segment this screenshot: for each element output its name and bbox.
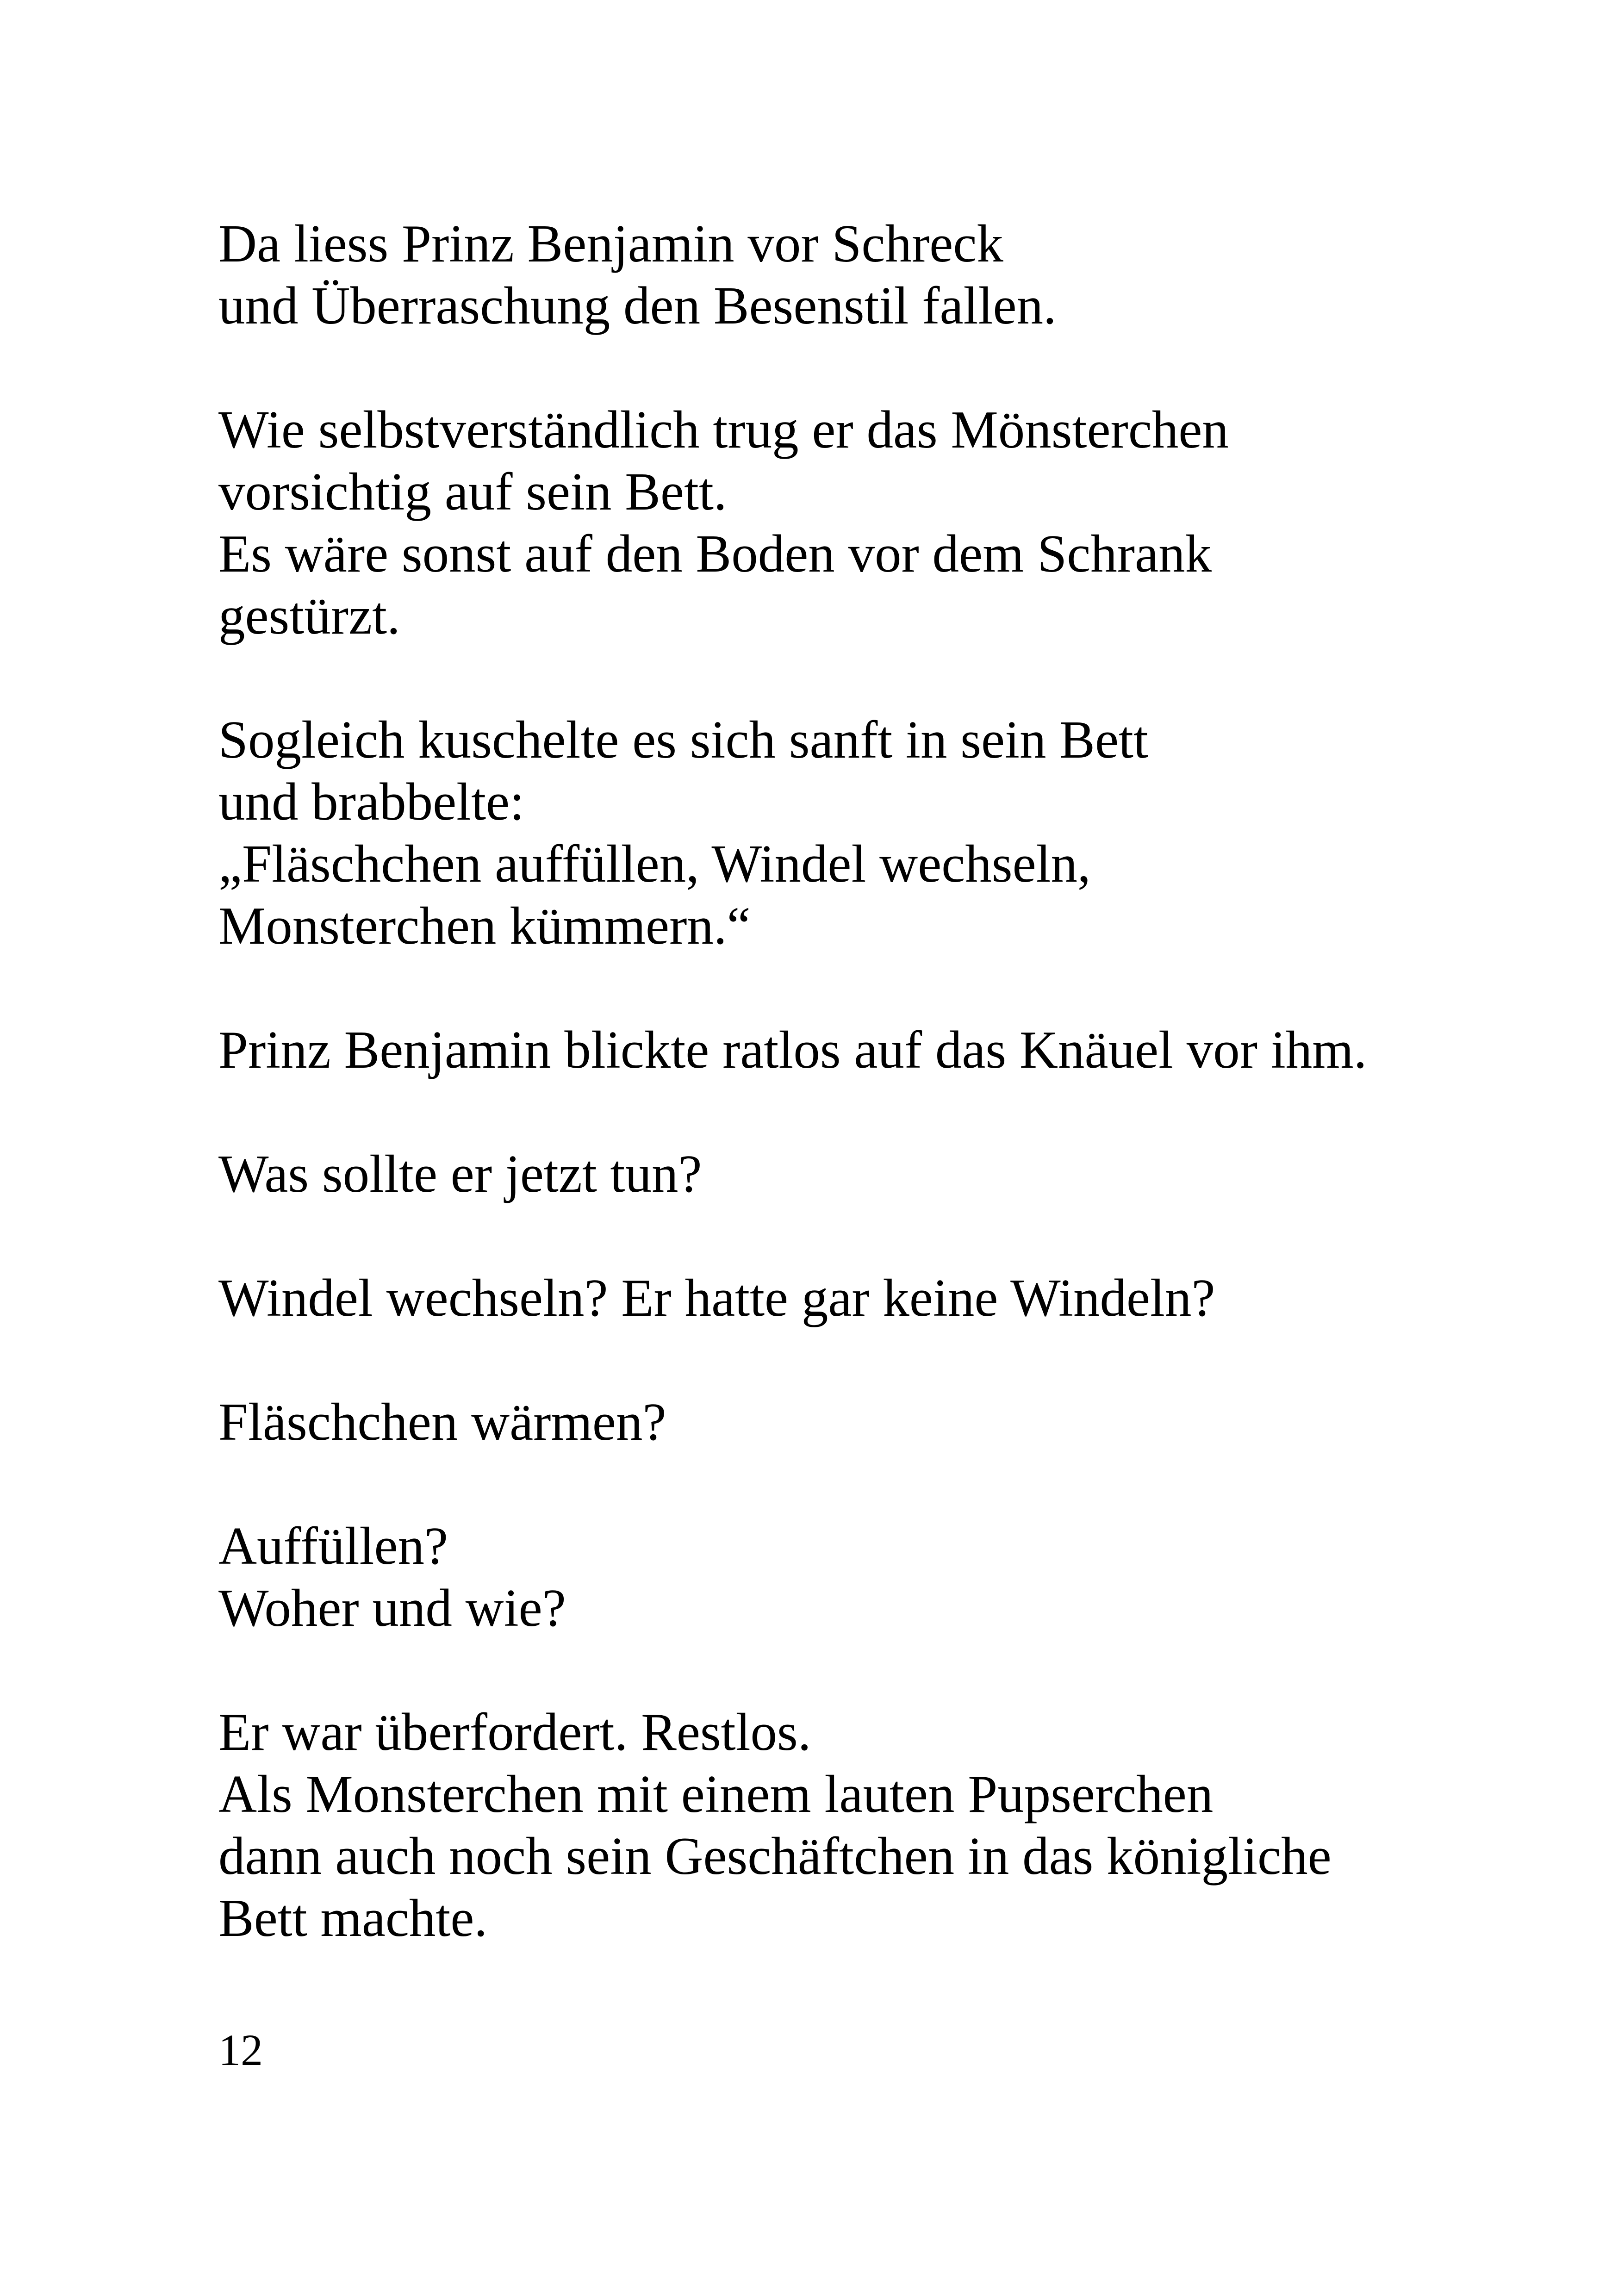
paragraph-5 bbox=[218, 1143, 1561, 1205]
body-text bbox=[218, 213, 1561, 1949]
text-line: Sogleich kuschelte es sich sanft in sein Bett bbox=[218, 710, 1148, 769]
text-line: Es wäre sonst auf den Boden vor dem Schrank bbox=[218, 524, 1212, 583]
text-line: und brabbelte: bbox=[218, 772, 525, 831]
paragraph-9 bbox=[218, 1701, 1561, 1949]
text-line: Monsterchen kümmern.“ bbox=[218, 896, 751, 955]
text-line: Als Monsterchen mit einem lauten Pupserchen bbox=[218, 1765, 1214, 1823]
text-line: „Fläschchen auffüllen, Windel wechseln, bbox=[218, 834, 1091, 893]
text-line: Wie selbstverständlich trug er das Mönsterchen bbox=[218, 400, 1229, 459]
text-line: dann auch noch sein Geschäftchen in das königliche bbox=[218, 1827, 1332, 1885]
text-line: Auffüllen? bbox=[218, 1517, 448, 1575]
paragraph-4 bbox=[218, 1019, 1561, 1081]
text-line: Prinz Benjamin blickte ratlos auf das Knäuel vor ihm. bbox=[218, 1020, 1367, 1079]
paragraph-1 bbox=[218, 213, 1561, 337]
paragraph-7 bbox=[218, 1391, 1561, 1453]
paragraph-3 bbox=[218, 709, 1561, 957]
paragraph-6 bbox=[218, 1267, 1561, 1329]
text-line: Er war überfordert. Restlos. bbox=[218, 1703, 811, 1761]
page-number: 12 bbox=[218, 2025, 263, 2075]
text-line: Bett machte. bbox=[218, 1889, 488, 1948]
text-line: Da liess Prinz Benjamin vor Schreck bbox=[218, 214, 1003, 273]
text-line: Was sollte er jetzt tun? bbox=[218, 1145, 702, 1203]
text-line: gestürzt. bbox=[218, 586, 400, 645]
text-line: und Überraschung den Besenstil fallen. bbox=[218, 276, 1057, 335]
text-line: Windel wechseln? Er hatte gar keine Windeln? bbox=[218, 1269, 1215, 1327]
paragraph-2 bbox=[218, 399, 1561, 647]
text-line: vorsichtig auf sein Bett. bbox=[218, 462, 727, 521]
text-line: Fläschchen wärmen? bbox=[218, 1393, 666, 1451]
text-line: Woher und wie? bbox=[218, 1579, 566, 1637]
paragraph-8 bbox=[218, 1515, 1561, 1639]
